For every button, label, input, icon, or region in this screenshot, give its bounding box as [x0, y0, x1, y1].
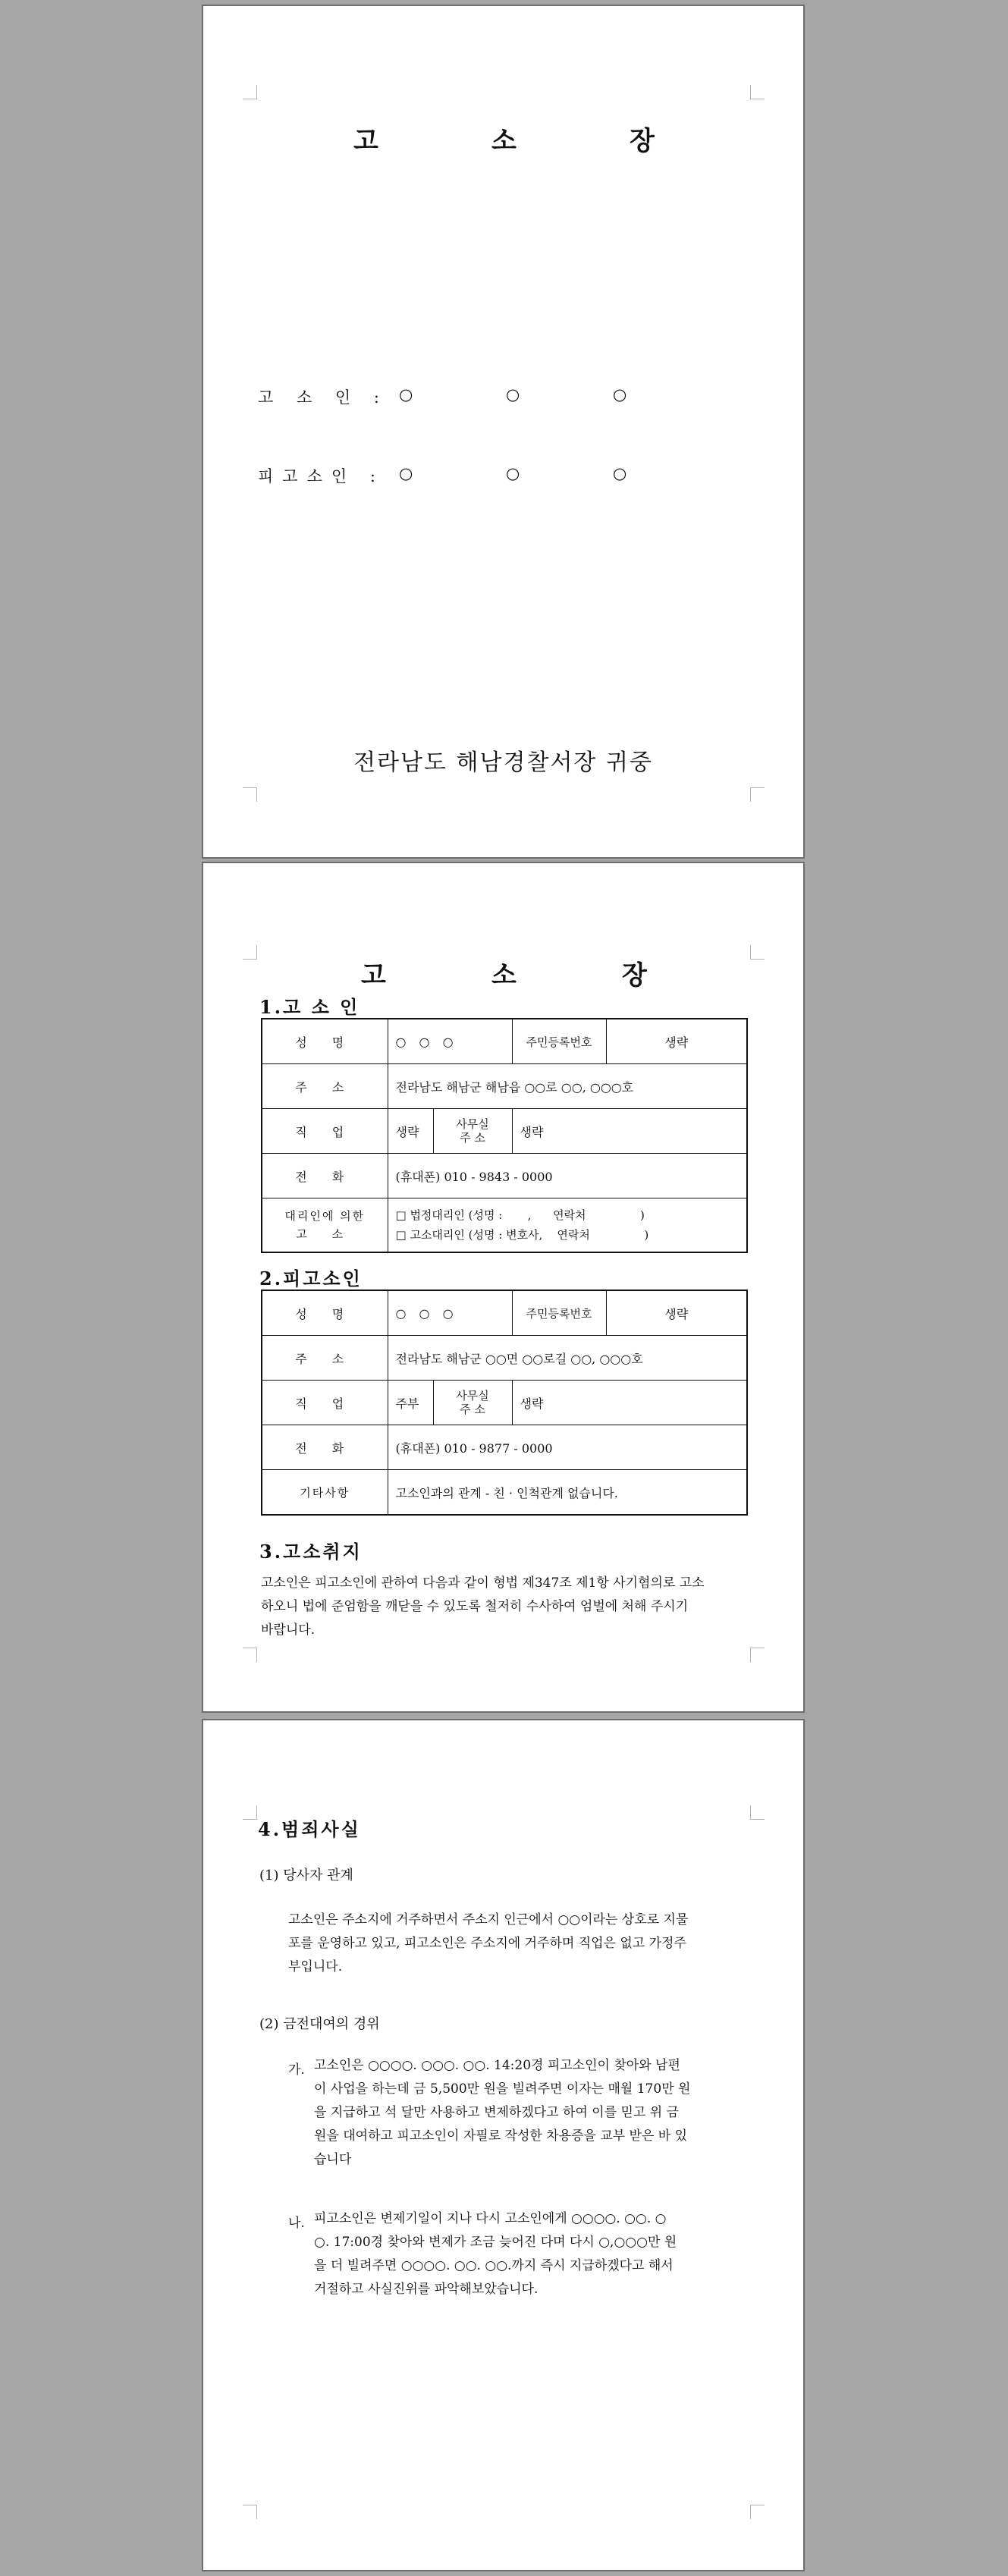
section-heading-purpose: 3.고소취지: [259, 1541, 363, 1563]
paragraph-line: 고소인은 주소지에 거주하면서 주소지 인근에서 ○○이라는 상호로 지물: [288, 1912, 689, 1927]
name-value: ○ ○ ○: [388, 1290, 512, 1336]
address-label: 주 소: [262, 1064, 388, 1109]
complainant-name: ○ ○ ○: [399, 385, 671, 404]
agent-label-line: 대리인에 의한: [284, 1209, 366, 1223]
job-value: 생략: [388, 1109, 433, 1154]
table-row: [262, 1470, 747, 1516]
paragraph-line: 이 사업을 하는데 금 5,500만 원을 빌려주면 이자는 매월 170만 원: [314, 2081, 691, 2097]
accused-name: ○ ○ ○: [399, 464, 671, 482]
paragraph-line: 거절하고 사실진위를 파악해보았습니다.: [314, 2282, 539, 2297]
subheading-parties: (1) 당사자 관계: [259, 1868, 353, 1883]
agent-label: [262, 1198, 388, 1253]
crop-mark: [750, 2505, 765, 2519]
purpose-line: 바랍니다.: [261, 1623, 316, 1638]
job-value: 주부: [388, 1381, 433, 1425]
crop-mark: [243, 1648, 257, 1662]
table-row: [262, 1381, 747, 1425]
accused-label: 피고소인 :: [258, 467, 385, 485]
name-label: 성 명: [262, 1019, 388, 1064]
agent-label-line: 고 소: [296, 1227, 354, 1241]
table-row: [262, 1336, 747, 1381]
item-marker-ga: 가.: [288, 2062, 305, 2078]
office-label-line: 주 소: [460, 1131, 485, 1145]
crop-mark: [750, 85, 765, 99]
cover-page: [202, 5, 805, 859]
office-value: 생략: [512, 1109, 747, 1154]
crop-mark: [243, 85, 257, 99]
name-label: 성 명: [262, 1290, 388, 1336]
rrn-label: 주민등록번호: [512, 1290, 606, 1336]
name-value: ○ ○ ○: [388, 1019, 512, 1064]
table-row: [262, 1109, 747, 1154]
address-value: 전라남도 해남군 해남읍 ○○로 ○○, ○○○호: [388, 1064, 747, 1109]
page-title: [203, 954, 803, 991]
legal-agent-checkbox[interactable]: □ 법정대리인 (성명 : , 연락처 ): [395, 1208, 645, 1222]
job-label: 직 업: [262, 1381, 388, 1425]
rrn-value: 생략: [606, 1290, 747, 1336]
item-na-paragraph: [314, 2207, 677, 2301]
paragraph-line: 을 지급하고 석 달만 사용하고 변제하겠다고 하여 이를 믿고 위 금: [314, 2105, 680, 2120]
rrn-label: 주민등록번호: [512, 1019, 606, 1064]
paragraph-line: ○. 17:00경 찾아와 변제가 조금 늦어진 다며 다시 ○,○○○만 원: [314, 2235, 677, 2250]
item-marker-na: 나.: [288, 2216, 305, 2231]
subheading-loan: (2) 금전대여의 경위: [259, 2016, 380, 2032]
complainant-label: 고 소 인 :: [258, 388, 388, 407]
phone-value: (휴대폰) 010 - 9877 - 0000: [388, 1425, 747, 1470]
paragraph-line: 원을 대여하고 피고소인이 자필로 작성한 차용증을 교부 받은 바 있: [314, 2128, 688, 2144]
other-value: 고소인과의 관계 - 친 · 인척관계 없습니다.: [388, 1470, 747, 1516]
crop-mark: [243, 787, 257, 802]
address-label: 주 소: [262, 1336, 388, 1381]
complaint-page-1: [202, 862, 805, 1713]
crop-mark: [243, 1805, 257, 1820]
table-row: [262, 1154, 747, 1198]
paragraph-line: 부입니다.: [288, 1959, 343, 1974]
title-char: 장: [630, 126, 655, 156]
table-row: [262, 1290, 747, 1336]
parties-paragraph: [288, 1908, 688, 1979]
address-value: 전라남도 해남군 ○○면 ○○로길 ○○, ○○○호: [388, 1336, 747, 1381]
complaint-page-2: [202, 1719, 805, 2571]
paragraph-line: 고소인은 ○○○○. ○○○. ○○. 14:20경 피고소인이 찾아와 남편: [314, 2058, 680, 2073]
crop-mark: [750, 1648, 765, 1662]
crop-mark: [243, 2505, 257, 2519]
table-row: [262, 1019, 747, 1064]
rrn-value: 생략: [606, 1019, 747, 1064]
purpose-paragraph: [261, 1572, 746, 1642]
title-char: 장: [622, 960, 647, 991]
table-row: [262, 1425, 747, 1470]
office-label-line: 주 소: [460, 1403, 485, 1416]
phone-label: 전 화: [262, 1425, 388, 1470]
cover-title: [203, 120, 803, 156]
section-heading-facts: 4.범죄사실: [258, 1818, 361, 1840]
table-row: [262, 1064, 747, 1109]
section-heading-accused: 2.피고소인: [259, 1268, 363, 1290]
phone-label: 전 화: [262, 1154, 388, 1198]
crop-mark: [750, 787, 765, 802]
addressee: 전라남도 해남경찰서장 귀중: [353, 749, 653, 776]
office-label-line: 사무실: [456, 1117, 489, 1131]
title-char: 고: [361, 960, 386, 991]
table-row: [262, 1198, 747, 1253]
office-label: [433, 1381, 512, 1425]
purpose-line: 하오니 법에 준엄함을 깨닫을 수 있도록 철저히 수사하여 엄벌에 처해 주시기: [261, 1599, 689, 1614]
phone-value: (휴대폰) 010 - 9843 - 0000: [388, 1154, 747, 1198]
section-heading-complainant: 1.고 소 인: [259, 996, 360, 1018]
office-label: [433, 1109, 512, 1154]
office-label-line: 사무실: [456, 1389, 489, 1403]
job-label: 직 업: [262, 1109, 388, 1154]
complaint-agent-checkbox[interactable]: □ 고소대리인 (성명 : 변호사, 연락처 ): [395, 1228, 649, 1242]
agent-options: [388, 1198, 747, 1253]
title-char: 소: [491, 126, 517, 156]
paragraph-line: 습니다: [314, 2152, 352, 2167]
complainant-table: [261, 1018, 748, 1253]
paragraph-line: 피고소인은 변제기일이 지나 다시 고소인에게 ○○○○. ○○. ○: [314, 2211, 667, 2226]
purpose-line: 고소인은 피고소인에 관하여 다음과 같이 형법 제347조 제1항 사기혐의로 고소: [261, 1575, 705, 1591]
title-char: 소: [491, 960, 517, 991]
crop-mark: [750, 1805, 765, 1820]
paragraph-line: 을 더 빌려주면 ○○○○. ○○. ○○.까지 즉시 지급하겠다고 해서: [314, 2258, 674, 2273]
other-label: 기타사항: [262, 1470, 388, 1516]
paragraph-line: 포를 운영하고 있고, 피고소인은 주소지에 거주하며 직업은 없고 가정주: [288, 1936, 686, 1951]
office-value: 생략: [512, 1381, 747, 1425]
title-char: 고: [353, 126, 378, 156]
accused-table: [261, 1290, 748, 1516]
item-ga-paragraph: [314, 2054, 690, 2172]
